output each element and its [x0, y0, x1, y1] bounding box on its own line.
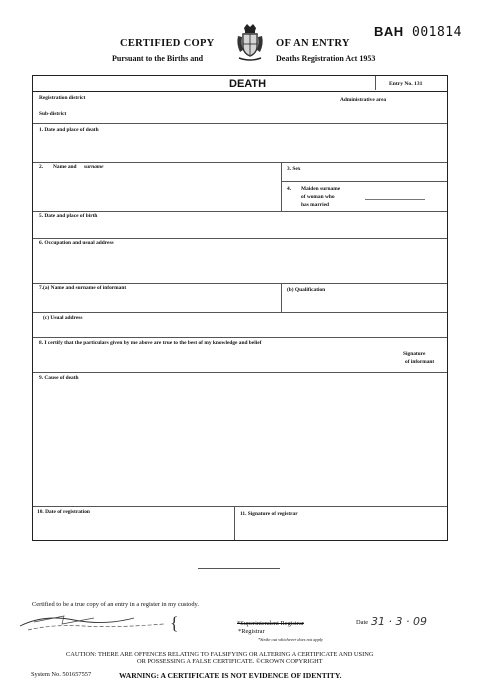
field-4-line1: Maiden surname [301, 186, 341, 192]
header-right-title: OF AN ENTRY [276, 38, 350, 49]
strike-out-note: *Strike out whichever does not apply [258, 637, 323, 642]
superintendent-registrar-label: *Superintendent Registrar [237, 620, 304, 627]
maiden-surname-rule [365, 199, 425, 200]
date-label: Date [356, 619, 369, 626]
registration-district-label: Registration district [39, 95, 86, 101]
handwritten-signature-icon [14, 606, 174, 634]
sub-district-label: Sub-district [39, 111, 67, 117]
form-title: DEATH [229, 78, 267, 90]
brace-mark: { [170, 613, 179, 633]
field-7b-qualification: (b) Qualification [287, 287, 326, 293]
field-9-cause-of-death: 9. Cause of death [39, 375, 79, 381]
header-right-subtitle: Deaths Registration Act 1953 [276, 54, 376, 63]
administrative-area-label: Administrative area [340, 97, 387, 103]
field-8-certification: 8. I certify that the particulars given by me above are true to the best of my knowledge and belief [39, 340, 262, 346]
field-4-line2: of woman who [301, 194, 335, 200]
registrar-label: *Registrar [238, 628, 265, 635]
caution-line-2: OR POSSESSING A FALSE CERTIFICATE. ©CROWN COPYRIGHT [137, 658, 323, 665]
serial-digits: 001814 [412, 25, 462, 40]
field-2-number: 2. [39, 164, 44, 170]
field-10-date-registration: 10. Date of registration [37, 509, 90, 515]
field-4-number: 4. [287, 186, 292, 192]
center-rule [198, 568, 280, 569]
serial-prefix: BAH [374, 24, 404, 39]
field-4-line3: has married [301, 202, 329, 208]
field-6-occupation-address: 6. Occupation and usual address [39, 240, 114, 246]
entry-number: Entry No. 131 [389, 81, 423, 87]
field-5-date-place-birth: 5. Date and place of birth [39, 213, 98, 219]
date-value: 31 · 3 · 09 [371, 615, 427, 628]
death-entry-form [32, 75, 448, 541]
identity-warning: WARNING: A CERTIFICATE IS NOT EVIDENCE OF IDENTITY. [119, 671, 342, 680]
system-number: System No. 501657557 [31, 671, 92, 678]
royal-crest-icon [235, 22, 265, 64]
field-1-date-place-death: 1. Date and place of death [39, 127, 99, 133]
serial-number [374, 24, 462, 40]
signature-informant-line1: Signature [403, 351, 426, 357]
form-title-row [33, 76, 447, 91]
field-2-name-label: Name and [53, 164, 77, 170]
field-11-signature-registrar: 11. Signature of registrar [240, 511, 298, 517]
caution-line-1: CAUTION: THERE ARE OFFENCES RELATING TO FALSIFYING OR ALTERING A CERTIFICATE AND USING [66, 651, 374, 658]
signature-informant-line2: of informant [405, 359, 435, 365]
field-3-sex: 3. Sex [287, 166, 301, 172]
header-left-subtitle: Pursuant to the Births and [112, 54, 204, 63]
field-2-surname-label: surname [84, 164, 104, 170]
header-left-title: CERTIFIED COPY [120, 38, 215, 49]
field-7a-informant-name: 7.(a) Name and surname of informant [39, 285, 127, 291]
certified-statement: Certified to be a true copy of an entry in a register in my custody. [32, 601, 199, 608]
entry-no-box [375, 76, 449, 90]
field-7c-usual-address: (c) Usual address [43, 315, 83, 321]
